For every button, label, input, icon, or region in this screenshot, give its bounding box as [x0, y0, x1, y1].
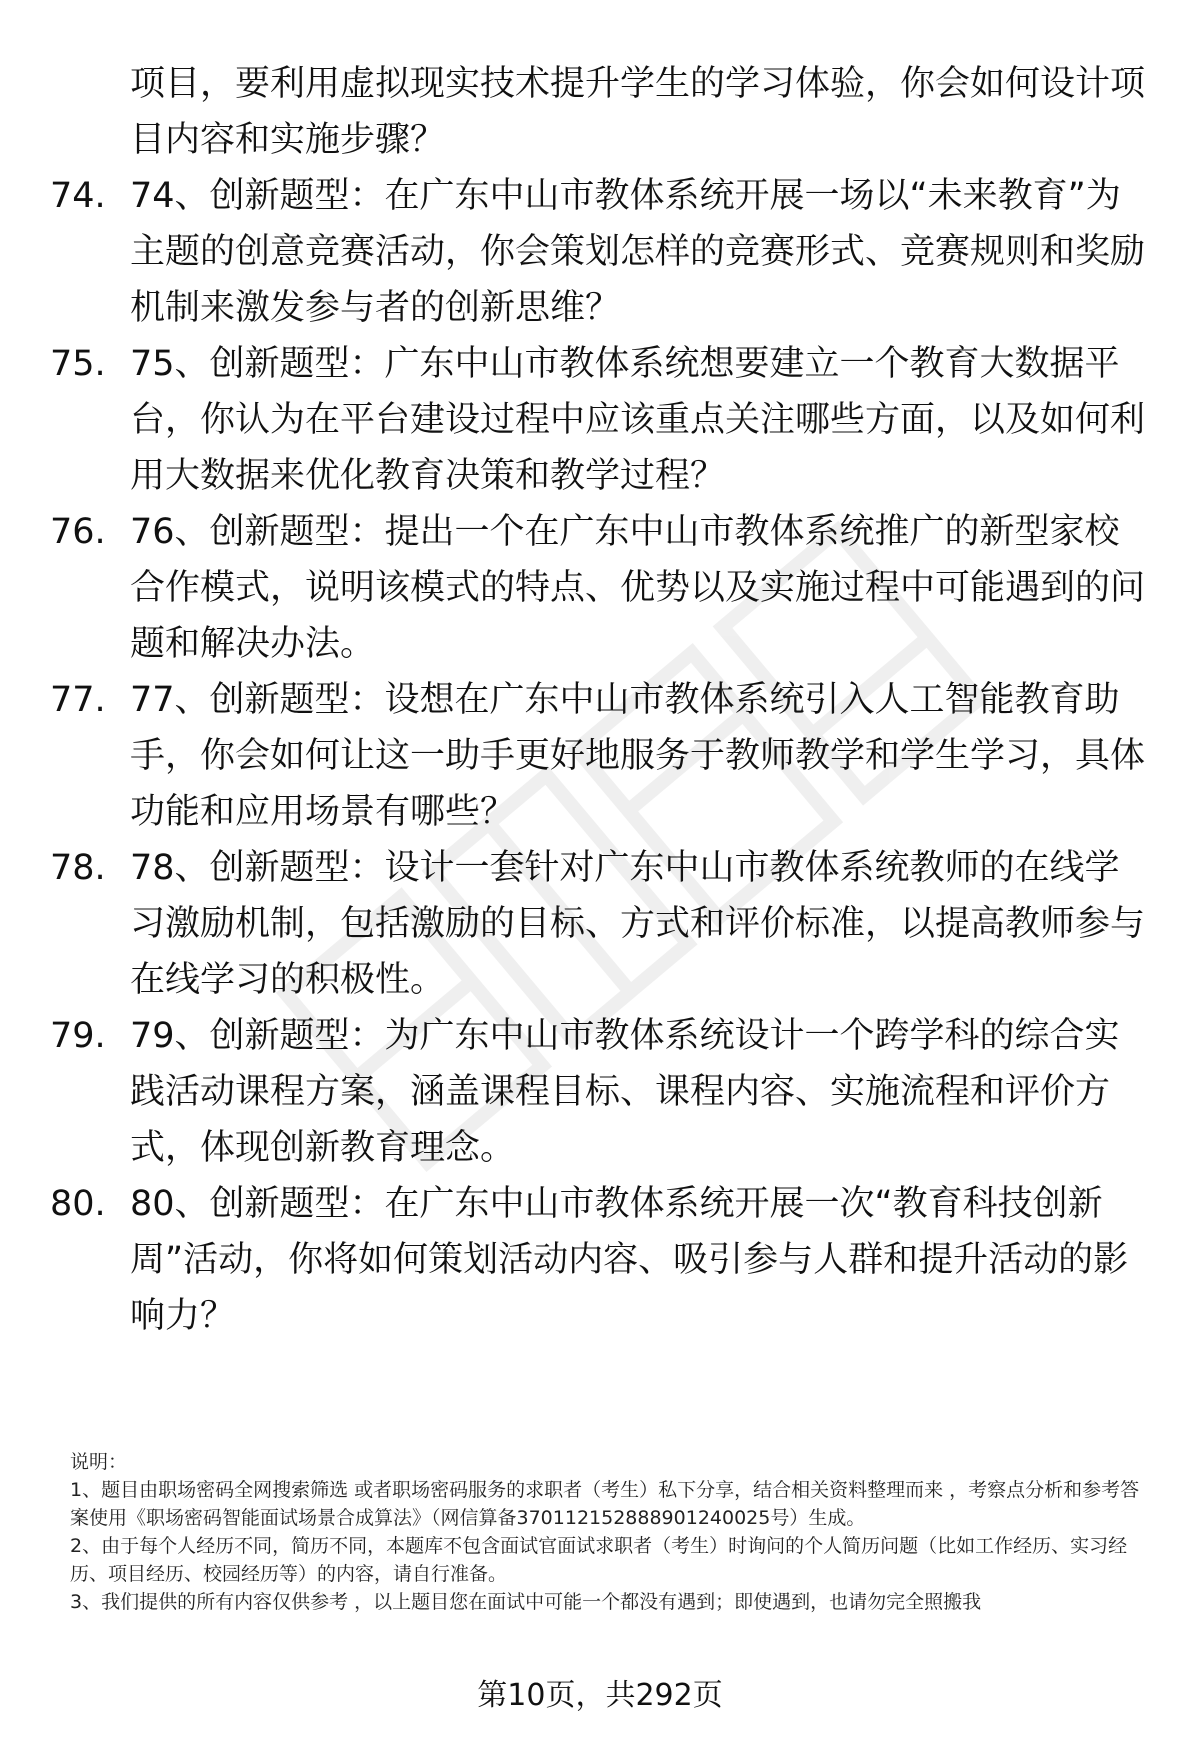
notes-section	[70, 1448, 1150, 1616]
item-text: 78、创新题型：设计一套针对广东中山市教体系统教师的在线学习激励机制，包括激励的目标、方式和评价标准，以提高教师参与在线学习的积极性。	[130, 848, 1146, 1000]
note-line: 3、我们提供的所有内容仅供参考 ，以上题目您在面试中可能一个都没有遇到；即使遇到，也请勿完全照搬我	[70, 1591, 982, 1613]
item-text: 79、创新题型：为广东中山市教体系统设计一个跨学科的综合实践活动课程方案，涵盖课程目标、课程内容、实施流程和评价方式，体现创新教育理念。	[130, 1016, 1120, 1168]
item-number: 80.	[50, 1184, 106, 1224]
item-text: 75、创新题型：广东中山市教体系统想要建立一个教育大数据平台，你认为在平台建设过程中应该重点关注哪些方面，以及如何利用大数据来优化教育决策和教学过程？	[130, 344, 1146, 496]
item-number: 77.	[50, 680, 106, 720]
item-text: 77、创新题型：设想在广东中山市教体系统引入人工智能教育助手，你会如何让这一助手更好地服务于教师教学和学生学习，具体功能和应用场景有哪些？	[130, 680, 1146, 832]
item-number: 75.	[50, 344, 106, 384]
item-number: 74.	[50, 176, 106, 216]
item-number: 76.	[50, 512, 106, 552]
continued-question-text: 项目，要利用虚拟现实技术提升学生的学习体验，你会如何设计项目内容和实施步骤？	[130, 64, 1146, 160]
item-number: 78.	[50, 848, 106, 888]
page-number-footer: 第10页，共292页	[477, 1678, 723, 1713]
item-text: 76、创新题型：提出一个在广东中山市教体系统推广的新型家校合作模式，说明该模式的特点、优势以及实施过程中可能遇到的问题和解决办法。	[130, 512, 1146, 664]
item-text: 80、创新题型：在广东中山市教体系统开展一次“教育科技创新周”活动，你将如何策划活动内容、吸引参与人群和提升活动的影响力？	[130, 1184, 1129, 1336]
note-line: 2、由于每个人经历不同，简历不同，本题库不包含面试官面试求职者（考生）时询问的个人简历问题（比如工作经历、实习经历、项目经历、校园经历等）的内容，请自行准备。	[70, 1535, 1128, 1585]
item-text: 74、创新题型：在广东中山市教体系统开展一场以“未来教育”为主题的创意竞赛活动，你会策划怎样的竞赛形式、竞赛规则和奖励机制来激发参与者的创新思维？	[130, 176, 1146, 328]
note-line: 1、题目由职场密码全网搜索筛选 或者职场密码服务的求职者（考生）私下分享，结合相关资料整理而来 ，考察点分析和参考答案使用《职场密码智能面试场景合成算法》（网信算备370112152888901240025号）生成。	[70, 1479, 1140, 1529]
notes-heading: 说明：	[70, 1451, 128, 1473]
item-number: 79.	[50, 1016, 106, 1056]
